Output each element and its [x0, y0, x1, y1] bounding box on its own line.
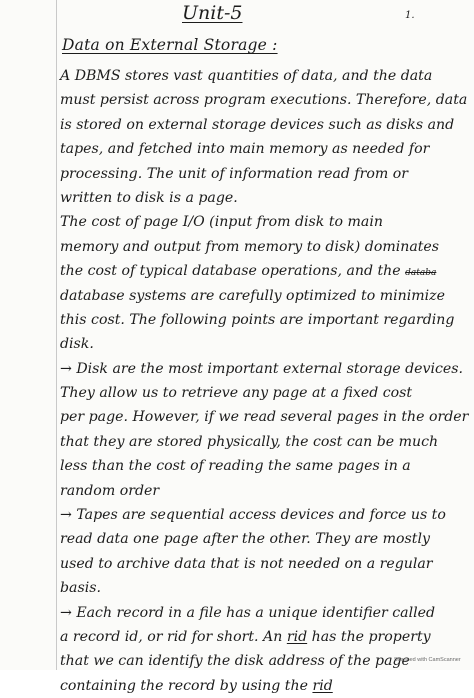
text-line: tapes, and fetched into main memory as needed for — [60, 141, 430, 158]
body-text — [60, 64, 470, 698]
text-line — [60, 259, 470, 283]
text-line: → Disk are the most important external storage devices. — [60, 360, 464, 377]
text-line: written to disk is a page. — [60, 189, 238, 206]
text-line: random order — [60, 482, 160, 499]
scanner-watermark: Scanned with CamScanner — [394, 657, 461, 663]
text-line: database systems are carefully optimized to minimize — [60, 287, 445, 304]
unit-title: Unit-5 — [182, 2, 243, 24]
text-line: must persist across program executions. Therefore, data — [60, 92, 468, 109]
text-line: that we can identify the disk address of the page — [60, 653, 410, 670]
text-segment: a record id, or rid for short. An — [60, 628, 287, 645]
paragraph-record-id — [60, 601, 470, 698]
struck-word: databa — [405, 268, 437, 279]
text-line — [60, 625, 470, 649]
text-line: basis. — [60, 580, 101, 597]
text-line: → Each record in a file has a unique identifier called — [60, 604, 436, 621]
paragraph-page-io — [60, 210, 470, 356]
text-segment: has the property — [307, 628, 431, 645]
underlined-term: rid — [312, 677, 333, 694]
section-heading: Data on External Storage : — [62, 36, 278, 54]
text-line: used to archive data that is not needed on a regular — [60, 555, 433, 572]
margin-line — [56, 0, 57, 670]
paragraph-tapes — [60, 503, 470, 601]
text-line: that they are stored physically, the cost can be much — [60, 433, 439, 450]
paragraph-intro — [60, 64, 470, 210]
text-line: A DBMS stores vast quantities of data, and the data — [60, 68, 433, 84]
text-line: disk. — [60, 336, 94, 353]
text-line: memory and output from memory to disk) dominates — [60, 238, 440, 255]
text-line: read data one page after the other. They are mostly — [60, 531, 430, 548]
text-line: The cost of page I/O (input from disk to main — [60, 214, 383, 231]
text-line: processing. The unit of information read from or — [60, 165, 409, 182]
text-segment: containing the record by using the — [60, 677, 313, 694]
page-number: 1. — [405, 10, 415, 21]
text-line — [60, 674, 470, 698]
underlined-term: rid — [286, 628, 308, 645]
text-line: this cost. The following points are important regarding — [60, 311, 455, 328]
text-segment: the cost of typical database operations, and the — [60, 263, 406, 280]
text-line: is stored on external storage devices such as disks and — [60, 116, 455, 133]
text-line: per page. However, if we read several pages in the order — [60, 409, 469, 426]
text-line: They allow us to retrieve any page at a fixed cost — [60, 385, 413, 402]
text-line: less than the cost of reading the same pages in a — [60, 458, 411, 475]
text-line: → Tapes are sequential access devices and force us to — [60, 507, 446, 524]
paragraph-disks — [60, 357, 470, 503]
